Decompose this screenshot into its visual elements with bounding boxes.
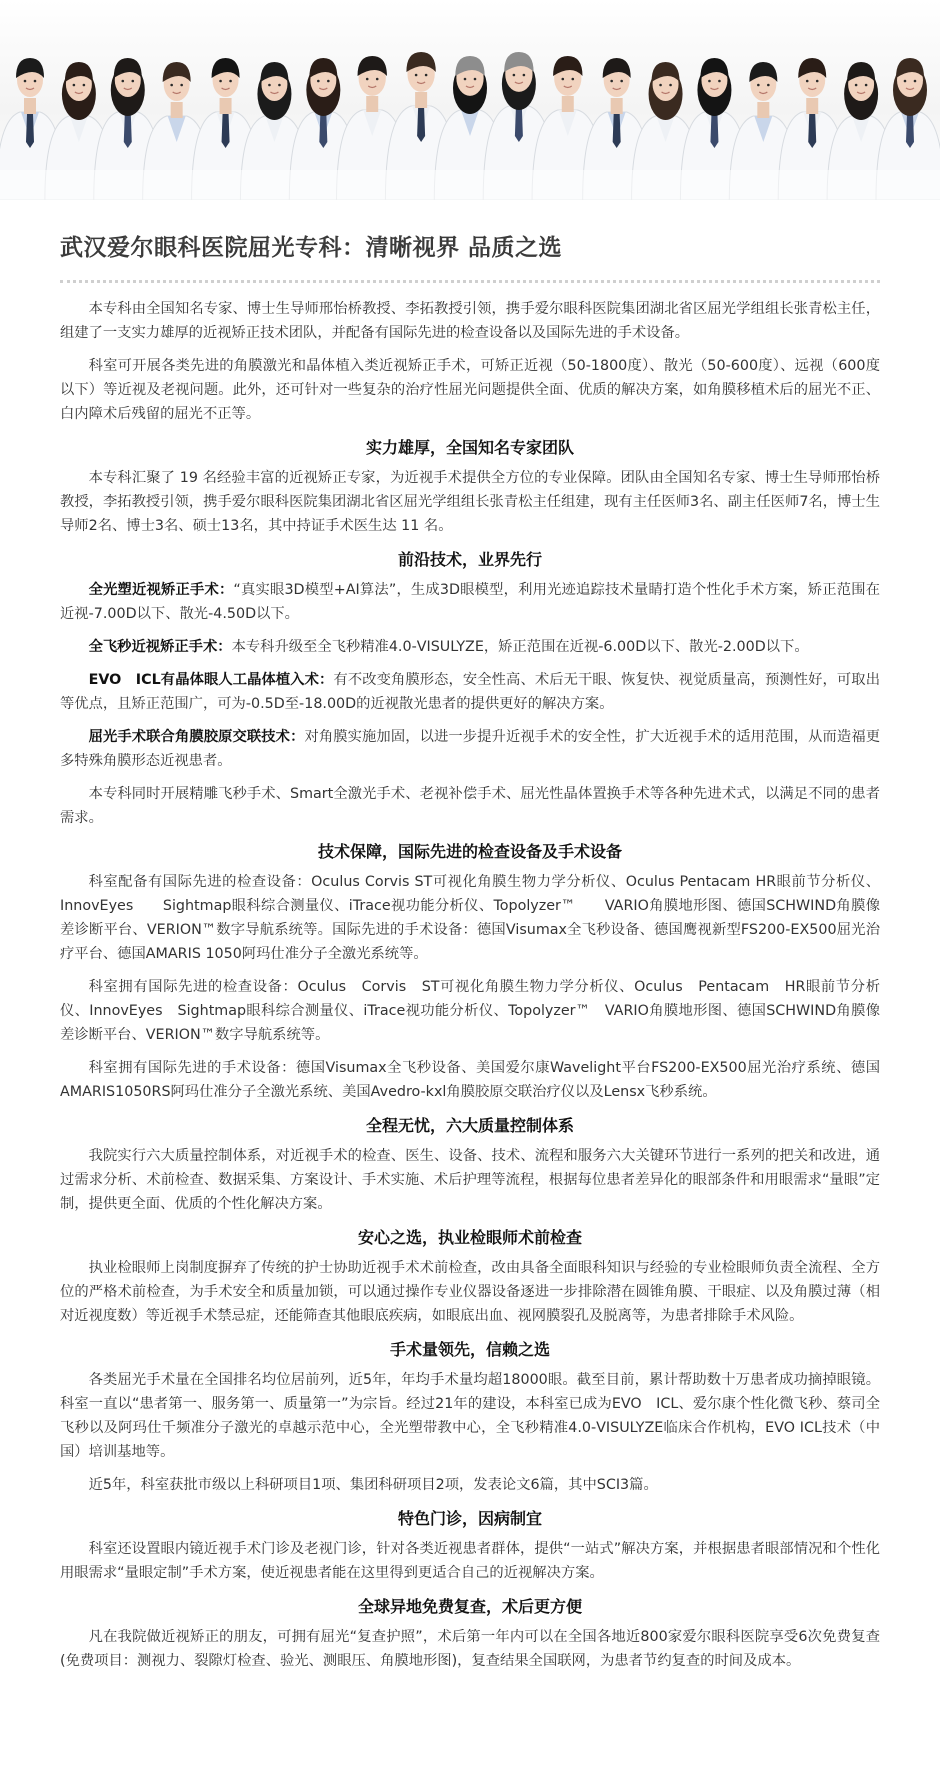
paragraph-text: 本专科汇聚了 19 名经验丰富的近视矫正专家，为近视手术提供全方位的专业保障。团队由全国知名专家、博士生导师邢怡桥教授，李拓教授引领，携手爱尔眼科医院集团湖北省区屈光学组组长张青松主任组建，现有主任医师3名、副主任医师7名，博士生导师2名、博士3名、硕士13名，其中持证手术医生达 11 名。: [60, 470, 880, 534]
section-paragraph: [60, 725, 880, 773]
paragraph-text: 科室拥有国际先进的手术设备：德国Visumax全飞秒设备、美国爱尔康Wavelight平台FS200-EX500屈光治疗系统、德国AMARIS1050RS阿玛仕准分子全激光系统、美国Avedro-kxl角膜胶原交联治疗仪以及Lensx飞秒系统。: [60, 1060, 880, 1100]
paragraph-text: 我院实行六大质量控制体系，对近视手术的检查、医生、设备、技术、流程和服务六大关键环节进行一系列的把关和改进，通过需求分析、术前检查、数据采集、方案设计、手术实施、术后护理等流程，根据每位患者差异化的眼部条件和用眼需求“量眼”定制，提供更全面、优质的个性化解决方案。: [60, 1148, 880, 1212]
section-paragraph: [60, 1256, 880, 1328]
paragraph-text: 科室还设置眼内镜近视手术门诊及老视门诊，针对各类近视患者群体，提供“一站式”解决方案，并根据患者眼部情况和个性化用眼需求“量眼定制”手术方案，使近视患者能在这里得到更适合自己的近视解决方案。: [60, 1541, 880, 1581]
paragraph-text: 各类屈光手术量在全国排名均位居前列，近5年，年均手术量均超18000眼。截至目前，累计帮助数十万患者成功摘掉眼镜。科室一直以“患者第一、服务第一、质量第一”为宗旨。经过21年的建设，本科室已成为EVO ICL、爱尔康个性化微飞秒、蔡司全飞秒以及阿玛仕千频准分子激光的卓越示范中心，全光塑带教中心，全飞秒精准4.0-VISULYZE临床合作机构，EVO ICL技术（中国）培训基地等。: [60, 1372, 880, 1460]
section-heading: 技术保障，国际先进的检查设备及手术设备: [317, 842, 622, 861]
intro-paragraph: 科室可开展各类先进的角膜激光和晶体植入类近视矫正手术，可矫正近视（50-1800度）、散光（50-600度）、远视（600度以下）等近视及老视问题。此外，还可针对一些复杂的治疗性屈光问题提供全面、优质的解决方案，如角膜移植术后的屈光不正、白内障术后残留的屈光不正等。: [60, 358, 880, 422]
section-paragraph: [60, 1056, 880, 1104]
dotted-divider: [60, 280, 880, 283]
section-paragraph: [60, 1368, 880, 1464]
section-paragraph: [60, 1625, 880, 1673]
section-paragraph: [60, 870, 880, 966]
paragraph-text: 科室拥有国际先进的检查设备：Oculus Corvis ST可视化角膜生物力学分析仪、Oculus Pentacam HR眼前节分析仪、InnovEyes Sightmap眼科综合测量仪、iTrace视功能分析仪、Topolyzer™ VARIO角膜地形图、德国SCHWIND角膜像差诊断平台、VERION™数字导航系统等。: [60, 979, 880, 1043]
section-paragraph: [60, 578, 880, 626]
sections: [60, 436, 880, 1673]
paragraph-text: 近5年，科室获批市级以上科研项目1项、集团科研项目2项，发表论文6篇，其中SCI3篇。: [88, 1477, 658, 1493]
paragraph-text: 有不改变角膜形态，安全性高、术后无干眼、恢复快、视觉质量高，预测性好，可取出等优点，且矫正范围广，可为-0.5D至-18.00D的近视散光患者的提供更好的解决方案。: [60, 672, 880, 712]
section-paragraph: [60, 635, 880, 659]
intro-paragraph: 本专科由全国知名专家、博士生导师邢怡桥教授、李拓教授引领，携手爱尔眼科医院集团湖北省区屈光学组组长张青松主任，组建了一支实力雄厚的近视矫正技术团队，并配备有国际先进的检查设备以及国际先进的手术设备。: [60, 301, 880, 341]
section-paragraph: [60, 466, 880, 538]
doctor-team-banner: [0, 0, 940, 200]
section-heading: 全球异地免费复查，术后更方便: [357, 1597, 582, 1616]
paragraph-text: 本专科升级至全飞秒精准4.0-VISULYZE，矫正范围在近视-6.00D以下、散光-2.00D以下。: [231, 639, 809, 655]
paragraph-text: “真实眼3D模型+AI算法”，生成3D眼模型，利用光迹追踪技术量睛打造个性化手术方案，矫正范围在近视-7.00D以下、散光-4.50D以下。: [60, 582, 880, 622]
paragraph-text: 凡在我院做近视矫正的朋友，可拥有屈光“复查护照”，术后第一年内可以在全国各地近800家爱尔眼科医院享受6次免费复查(免费项目：测视力、裂隙灯检查、验光、测眼压、角膜地形图)，复查结果全国联网，为患者节约复查的时间及成本。: [60, 1629, 880, 1669]
section-paragraph: [60, 1144, 880, 1216]
section-paragraph: [60, 668, 880, 716]
doctor-team-photo: [0, 0, 940, 200]
article: [0, 230, 940, 1673]
section-heading: 特色门诊，因病制宜: [397, 1509, 542, 1528]
paragraph-text: 对角膜实施加固，以进一步提升近视手术的安全性，扩大近视手术的适用范围，从而造福更多特殊角膜形态近视患者。: [60, 729, 881, 769]
section-heading: 手术量领先，信赖之选: [389, 1340, 550, 1359]
paragraph-text: 本专科同时开展精雕飞秒手术、Smart全激光手术、老视补偿手术、屈光性晶体置换手术等各种先进术式，以满足不同的患者需求。: [60, 786, 880, 826]
section-paragraph: [60, 782, 880, 830]
section-heading: 全程无忧，六大质量控制体系: [365, 1116, 574, 1135]
paragraph-text: 执业检眼师上岗制度摒弃了传统的护士协助近视手术术前检查，改由具备全面眼科知识与经验的专业检眼师负责全流程、全方位的严格术前检查，为手术安全和质量加锁，可以通过操作专业仪器设备逐进一步排除潜在圆锥角膜、干眼症、以及角膜过薄（相对近视度数）等近视手术禁忌症，还能筛查其他眼底疾病，如眼底出血、视网膜裂孔及脱离等，为患者排除手术风险。: [60, 1260, 880, 1324]
paragraph-lead: 屈光手术联合角膜胶原交联技术：: [88, 729, 305, 745]
paragraph-lead: 全光塑近视矫正手术：: [88, 582, 234, 598]
section-heading: 实力雄厚，全国知名专家团队: [365, 438, 574, 457]
section-paragraph: [60, 1473, 880, 1497]
section-paragraph: [60, 975, 880, 1047]
paragraph-lead: 全飞秒近视矫正手术：: [88, 639, 232, 655]
page-title: 武汉爱尔眼科医院屈光专科：清晰视界 品质之选: [60, 235, 563, 261]
section-heading: 安心之选，执业检眼师术前检查: [357, 1228, 582, 1247]
section-heading: 前沿技术，业界先行: [397, 550, 542, 569]
paragraph-lead: EVO ICL有晶体眼人工晶体植入术：: [88, 672, 334, 688]
section-paragraph: [60, 1537, 880, 1585]
paragraph-text: 科室配备有国际先进的检查设备：Oculus Corvis ST可视化角膜生物力学分析仪、Oculus Pentacam HR眼前节分析仪、InnovEyes Sightmap眼科综合测量仪、iTrace视功能分析仪、Topolyzer™ VARIO角膜地形图、德国SCHWIND角膜像差诊断平台、VERION™数字导航系统等。国际先进的手术设备：德国Visumax全飞秒设备、德国鹰视新型FS200-EX500屈光治疗平台、德国AMARIS 1050阿玛仕准分子全激光系统等。: [60, 874, 880, 962]
